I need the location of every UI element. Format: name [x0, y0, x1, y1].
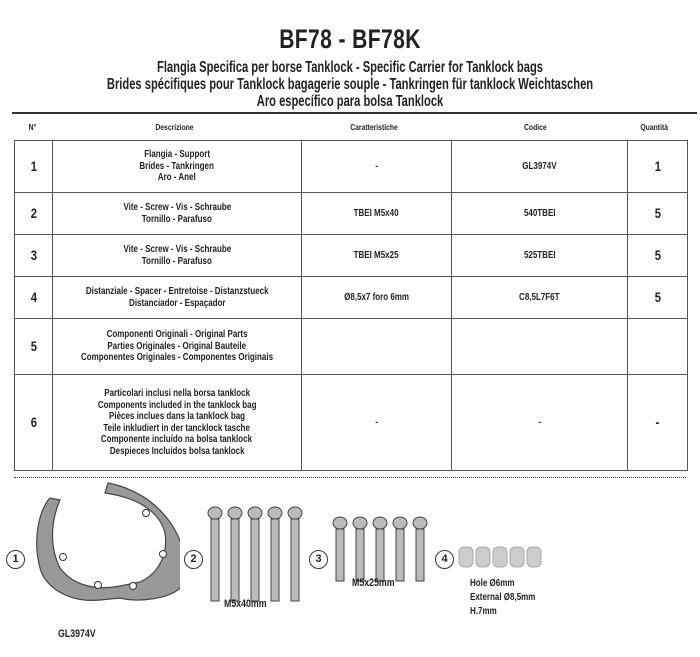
- quantity-cell: [628, 319, 688, 375]
- code-cell: [451, 277, 628, 319]
- subtitle-line: Aro específico para bolsa Tanklock: [256, 93, 444, 110]
- row-number: [15, 319, 53, 375]
- quantity-cell-text: -: [655, 413, 660, 430]
- description-cell: [52, 193, 301, 235]
- quantity-cell: [628, 235, 688, 277]
- header-quantity: Quantità: [640, 123, 669, 132]
- table-row: [15, 375, 688, 471]
- description-line: Despieces Incluidos bolsa tanklock: [109, 445, 245, 457]
- description-line: Distanciador - Espaçador: [128, 297, 226, 309]
- quantity-cell: [628, 277, 688, 319]
- screw25-label: M5x25mm: [352, 577, 395, 589]
- spacers-drawing: [458, 545, 544, 570]
- description-line: Tornillo - Parafuso: [141, 213, 212, 225]
- spacer-external-label: External Ø8,5mm: [470, 592, 536, 603]
- description-cell: [52, 277, 301, 319]
- marker-3: 3: [309, 550, 328, 569]
- description-line: Teile inkludiert in der tancklock tasche: [103, 422, 251, 434]
- characteristics-cell-text: -: [374, 160, 378, 172]
- code-cell: [451, 141, 628, 193]
- description-line: Vite - Screw - Vis - Schraube: [123, 244, 231, 255]
- document-title: BF78 - BF78K: [279, 24, 421, 54]
- description-line: Componenti Originali - Original Parts: [106, 329, 248, 341]
- spacer-hole-label: Hole Ø6mm: [470, 578, 515, 589]
- code-cell: [451, 235, 628, 277]
- parts-table: [14, 140, 688, 471]
- marker-4: 4: [435, 550, 454, 569]
- row-number-text: 6: [30, 413, 37, 430]
- row-number: [15, 375, 53, 471]
- marker-2: 2: [184, 550, 203, 569]
- description-line: Vite - Screw - Vis - Schraube: [123, 202, 231, 213]
- description-cell: [52, 141, 301, 193]
- code-cell: [451, 375, 628, 471]
- characteristics-cell-text: TBEI M5x25: [353, 249, 399, 261]
- screws-m5x25-drawing: [330, 515, 430, 585]
- spacer-height-label: H.7mm: [470, 606, 497, 617]
- quantity-cell: [628, 141, 688, 193]
- description-line: Tornillo - Parafuso: [141, 255, 212, 267]
- table-row: [15, 319, 688, 375]
- row-number: [15, 235, 53, 277]
- row-number-text: 4: [30, 288, 37, 305]
- row-number: [15, 193, 53, 235]
- characteristics-cell: [301, 193, 451, 235]
- characteristics-cell-text: Ø8,5x7 foro 6mm: [343, 291, 409, 303]
- header-rule: [12, 112, 697, 114]
- subtitle-line: Flangia Specifica per borse Tanklock - Specific Carrier for Tanklock bags: [157, 59, 543, 76]
- description-line: Componente incluído na bolsa tanklock: [101, 434, 253, 445]
- characteristics-cell: [301, 277, 451, 319]
- row-number: [15, 277, 53, 319]
- row-number-text: 3: [30, 246, 37, 263]
- characteristics-cell-text: TBEI M5x40: [353, 207, 399, 219]
- table-row: [15, 235, 688, 277]
- description-cell: [52, 235, 301, 277]
- row-number-text: 5: [30, 337, 37, 354]
- description-line: Flangia - Support: [143, 149, 210, 161]
- subtitle-line: Brides spécifiques pour Tanklock bagagerie souple - Tankringen für tanklock Weichtaschen: [106, 76, 594, 93]
- row-number-text: 2: [30, 204, 37, 221]
- description-line: Components included in the tanklock bag: [97, 399, 257, 411]
- header-n: N°: [28, 123, 37, 132]
- code-cell: [451, 193, 628, 235]
- description-line: Brides - Tankringen: [139, 160, 215, 172]
- characteristics-cell: [301, 141, 451, 193]
- quantity-cell-text: 1: [654, 157, 661, 174]
- code-cell: [451, 319, 628, 375]
- table-row: [15, 141, 688, 193]
- code-cell-text: 525TBEI: [523, 249, 556, 261]
- row-number-text: 1: [30, 157, 37, 174]
- description-line: Distanziale - Spacer - Entretoise - Distanzstueck: [85, 286, 269, 297]
- description-line: Componentes Originales - Componentes Originais: [80, 352, 273, 364]
- header-description: Descrizione: [155, 123, 194, 132]
- quantity-cell-text: 5: [654, 246, 661, 263]
- flange-drawing: [20, 478, 180, 618]
- table-row: [15, 277, 688, 319]
- description-line: Aro - Anel: [157, 172, 196, 184]
- quantity-cell-text: 5: [654, 204, 661, 221]
- code-cell-text: C8,5L7F6T: [519, 291, 560, 303]
- code-cell-text: GL3974V: [522, 160, 557, 172]
- description-line: Pièces inclues dans la tanklock bag: [108, 411, 245, 422]
- quantity-cell: [628, 193, 688, 235]
- flange-label: GL3974V: [58, 628, 96, 640]
- quantity-cell-text: 5: [654, 288, 661, 305]
- screws-m5x40-drawing: [205, 505, 305, 605]
- description-cell: [52, 319, 301, 375]
- header-characteristics: Caratteristiche: [350, 123, 398, 132]
- characteristics-cell: [301, 319, 451, 375]
- header-code: Codice: [524, 123, 547, 132]
- quantity-cell: [628, 375, 688, 471]
- marker-1: 1: [6, 550, 25, 569]
- characteristics-cell-text: -: [374, 416, 378, 428]
- table-row: [15, 193, 688, 235]
- screw40-label: M5x40mm: [224, 598, 267, 610]
- characteristics-cell: [301, 375, 451, 471]
- code-cell-text: 540TBEI: [523, 207, 556, 219]
- code-cell-text: -: [538, 416, 541, 428]
- description-line: Particolari inclusi nella borsa tanklock: [103, 388, 250, 399]
- characteristics-cell: [301, 235, 451, 277]
- description-cell: [52, 375, 301, 471]
- row-number: [15, 141, 53, 193]
- description-line: Parties Originales - Original Bauteile: [107, 340, 247, 352]
